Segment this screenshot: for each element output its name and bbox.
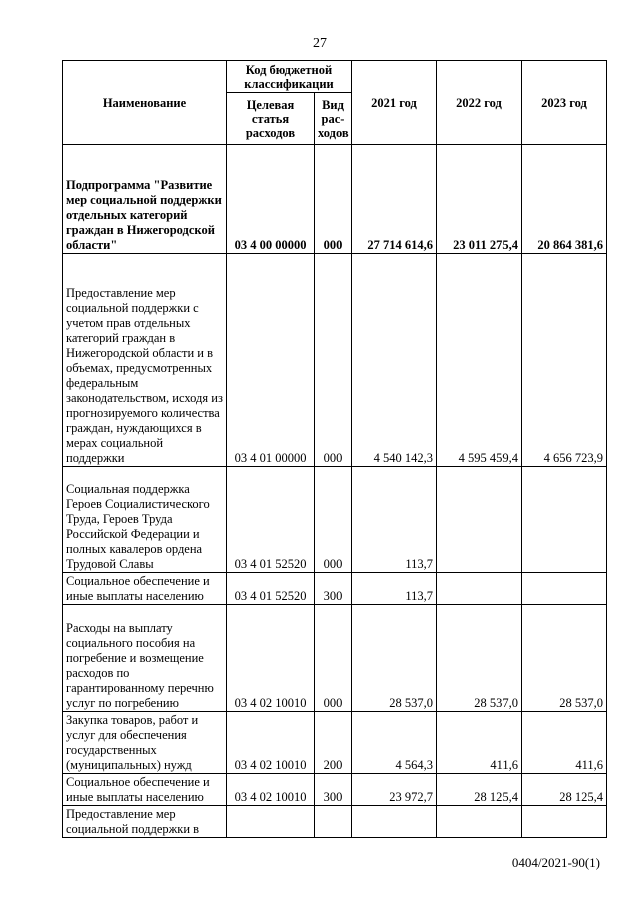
row-name: Расходы на выплату социального пособия на погребение и возмещение расходов по гарантированному перечню услуг по погребению — [63, 605, 227, 712]
row-name: Социальная поддержка Героев Социалистического Труда, Героев Труда Российской Федерации и полных кавалеров ордена Трудовой Славы — [63, 467, 227, 573]
row-2023: 411,6 — [522, 712, 607, 774]
header-name: Наименование — [63, 61, 227, 145]
table-row — [63, 712, 607, 774]
row-2021: 28 537,0 — [352, 605, 437, 712]
row-name: Подпрограмма "Развитие мер социальной поддержки отдельных категорий граждан в Нижегородской области" — [63, 145, 227, 254]
table-row — [63, 774, 607, 806]
row-code: 03 4 01 00000 — [227, 254, 315, 467]
row-2023: 20 864 381,6 — [522, 145, 607, 254]
budget-table — [62, 60, 607, 838]
row-kind — [315, 806, 352, 838]
table-row — [63, 806, 607, 838]
row-2021: 113,7 — [352, 467, 437, 573]
row-name: Закупка товаров, работ и услуг для обеспечения государственных (муниципальных) нужд — [63, 712, 227, 774]
row-kind: 200 — [315, 712, 352, 774]
row-2021 — [352, 806, 437, 838]
row-code: 03 4 02 10010 — [227, 605, 315, 712]
header-year-2022: 2022 год — [437, 61, 522, 145]
row-name: Предоставление мер социальной поддержки в — [63, 806, 227, 838]
document-code: 0404/2021-90(1) — [511, 855, 600, 870]
row-kind: 300 — [315, 573, 352, 605]
row-kind: 000 — [315, 467, 352, 573]
row-2022 — [437, 806, 522, 838]
row-name: Предоставление мер социальной поддержки с учетом прав отдельных категорий граждан в Нижегородской области и в объемах, предусмотренных федеральным законодательством, исходя из прогнозируемого количества граждан, нуждающихся в мерах социальной поддержки — [63, 254, 227, 467]
row-2022: 28 125,4 — [437, 774, 522, 806]
row-2023: 4 656 723,9 — [522, 254, 607, 467]
row-2021: 23 972,7 — [352, 774, 437, 806]
row-2022: 23 011 275,4 — [437, 145, 522, 254]
header-year-2023: 2023 год — [522, 61, 607, 145]
row-2022: 4 595 459,4 — [437, 254, 522, 467]
table-row — [63, 573, 607, 605]
row-2023: 28 537,0 — [522, 605, 607, 712]
row-2023 — [522, 573, 607, 605]
header-kbk-group: Код бюджетной классификации — [227, 61, 352, 93]
row-code: 03 4 02 10010 — [227, 712, 315, 774]
header-year-2021: 2021 год — [352, 61, 437, 145]
row-name: Социальное обеспечение и иные выплаты населению — [63, 573, 227, 605]
row-2023 — [522, 467, 607, 573]
table-row — [63, 467, 607, 573]
row-2022 — [437, 573, 522, 605]
row-kind: 300 — [315, 774, 352, 806]
row-code: 03 4 01 52520 — [227, 467, 315, 573]
row-2022: 28 537,0 — [437, 605, 522, 712]
table-row — [63, 145, 607, 254]
row-code: 03 4 02 10010 — [227, 774, 315, 806]
row-name: Социальное обеспечение и иные выплаты населению — [63, 774, 227, 806]
page-number: 27 — [313, 36, 327, 51]
table-row — [63, 254, 607, 467]
row-code: 03 4 01 52520 — [227, 573, 315, 605]
row-kind: 000 — [315, 254, 352, 467]
row-2021: 4 564,3 — [352, 712, 437, 774]
row-2023: 28 125,4 — [522, 774, 607, 806]
row-2021: 27 714 614,6 — [352, 145, 437, 254]
table-row — [63, 605, 607, 712]
row-2021: 4 540 142,3 — [352, 254, 437, 467]
header-expense-type: Вид рас-ходов — [315, 93, 352, 145]
header-target-article: Целевая статья расходов — [227, 93, 315, 145]
row-2023 — [522, 806, 607, 838]
row-kind: 000 — [315, 605, 352, 712]
row-2022: 411,6 — [437, 712, 522, 774]
row-code: 03 4 00 00000 — [227, 145, 315, 254]
row-kind: 000 — [315, 145, 352, 254]
row-code — [227, 806, 315, 838]
row-2022 — [437, 467, 522, 573]
row-2021: 113,7 — [352, 573, 437, 605]
